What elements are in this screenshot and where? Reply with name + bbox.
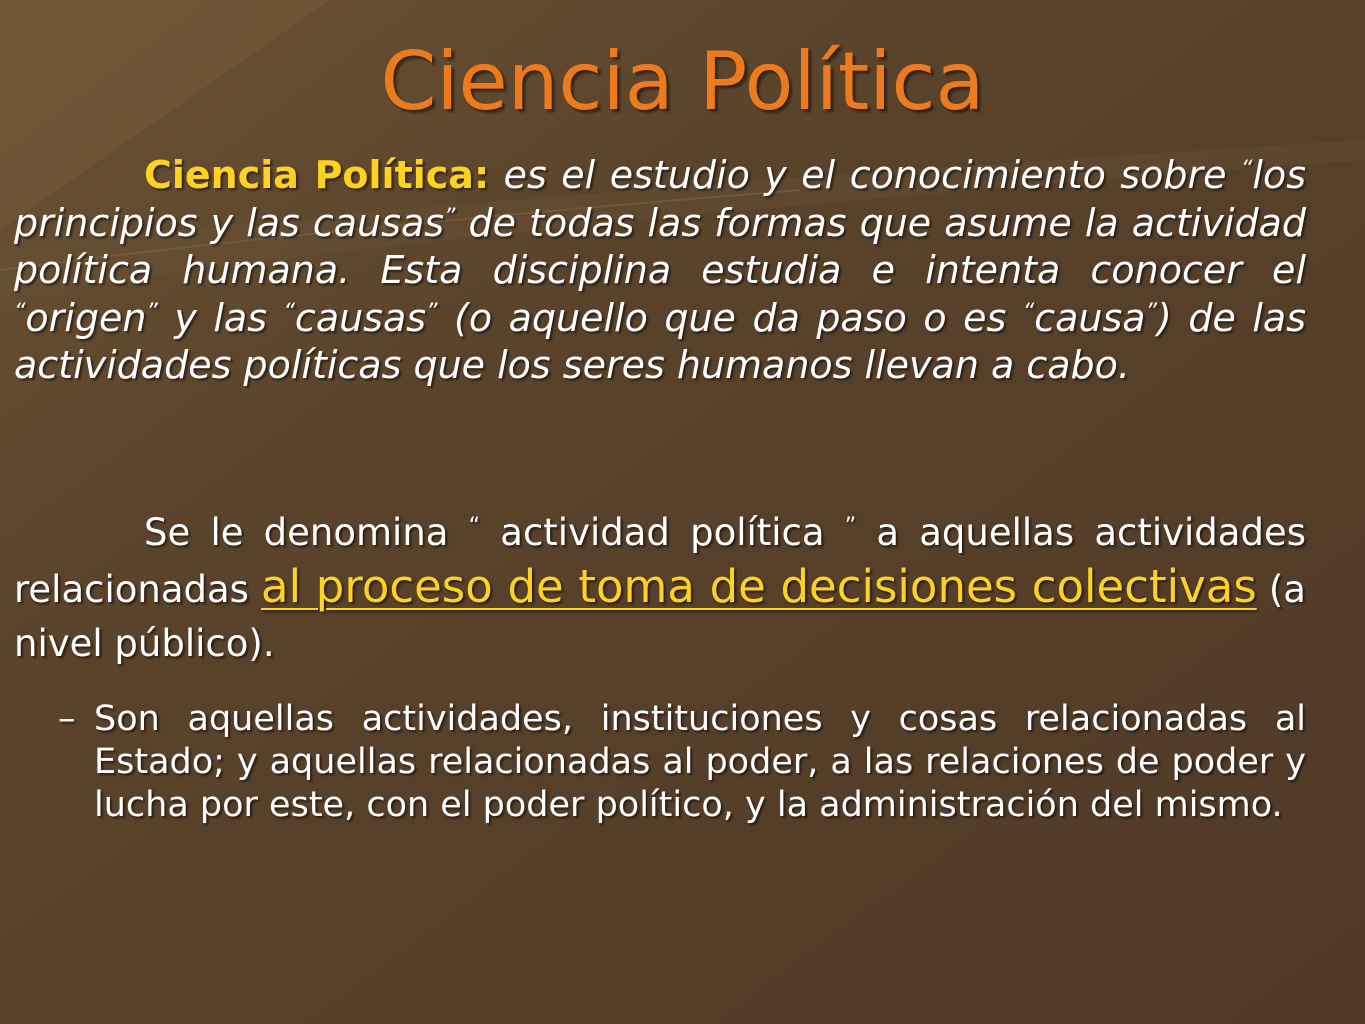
definition-text: origen — [25, 295, 147, 340]
close-quote: ” — [1145, 299, 1157, 325]
definition-term: Ciencia Política: — [144, 153, 490, 197]
bullet-text: Son aquellas actividades, instituciones y cosas relacionadas al Estado; y aquellas relacionadas al poder, a las relaciones de poder y lucha por este, con el poder político, y la administración del mismo. — [94, 699, 1306, 825]
activity-text: Se le denomina — [144, 511, 469, 554]
open-quote: “ — [14, 299, 26, 325]
open-quote: “ — [1240, 157, 1253, 182]
highlighted-phrase: al proceso de toma de decisiones colectivas — [261, 560, 1257, 613]
activity-text: (a nivel público). — [14, 568, 1306, 665]
close-quote: ” — [844, 514, 857, 539]
open-quote: “ — [283, 299, 295, 325]
definition-text: y las — [157, 295, 284, 340]
activity-paragraph — [14, 506, 1306, 671]
activity-text: actividad política — [480, 511, 845, 554]
definition-text: causas — [294, 295, 427, 340]
open-quote: “ — [1022, 299, 1035, 325]
definition-text: causa — [1034, 295, 1146, 340]
close-quote: ” — [146, 299, 158, 325]
close-quote: ” — [444, 204, 456, 230]
definition-text: de todas las formas que asume la actividad política humana. Esta disciplina estudia e intenta conocer el — [14, 200, 1306, 293]
definition-text: ) de las actividades políticas que los seres humanos llevan a cabo. — [14, 295, 1307, 388]
definition-text: los principios y las causas — [14, 153, 1306, 245]
definition-paragraph — [14, 152, 1306, 390]
slide-title: Ciencia Política — [380, 35, 985, 128]
close-quote: ” — [426, 299, 438, 325]
definition-text: (o aquello que da paso o es — [437, 295, 1023, 340]
definition-text: es el estudio y el conocimiento sobre — [489, 153, 1241, 197]
activity-text: a aquellas actividades relacionadas — [14, 511, 1306, 611]
open-quote: “ — [468, 514, 481, 539]
bullet-item — [58, 698, 1306, 827]
bullet-dash: – — [58, 699, 76, 739]
